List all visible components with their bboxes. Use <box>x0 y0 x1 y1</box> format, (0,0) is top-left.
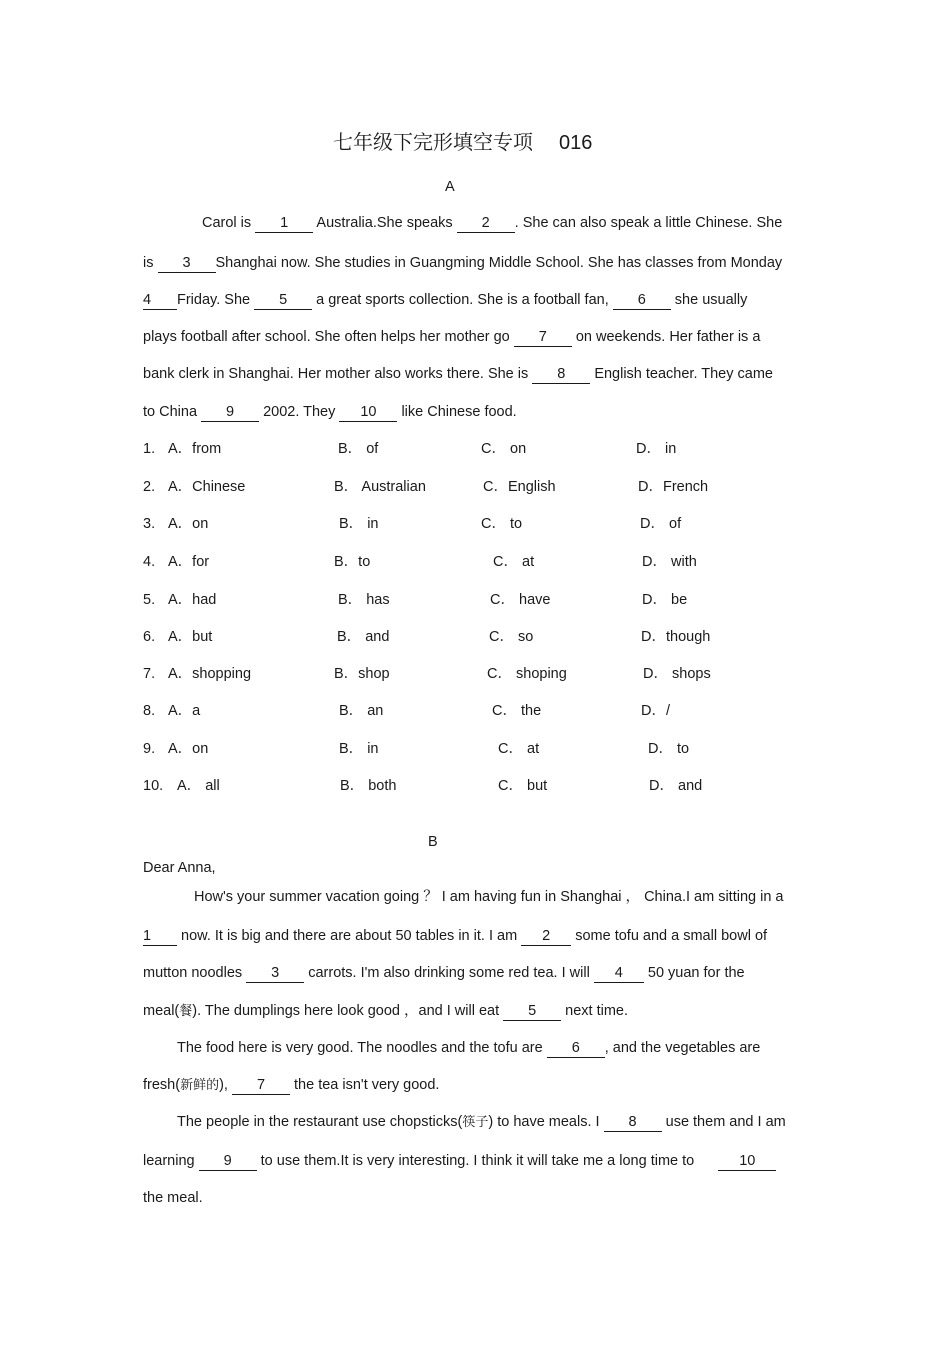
option-d[interactable]: D． be <box>642 592 688 608</box>
option-b[interactable]: B．shop <box>334 666 390 682</box>
option-a[interactable]: A． all <box>177 778 220 794</box>
option-a[interactable]: A．on <box>168 741 209 757</box>
question-number: 1. <box>143 441 156 457</box>
passage-a-line-4: plays football after school. She often helps her mother go 7 on weekends. Her father is a <box>143 329 761 345</box>
passage-b-line-5: The food here is very good. The noodles and the tofu are 6 , and the vegetables are <box>177 1040 761 1056</box>
letter-greeting: Dear Anna, <box>143 860 216 876</box>
passage-a-line-5: bank clerk in Shanghai. Her mother also works there. She is 8 English teacher. They came <box>143 366 773 382</box>
passage-a-line-6: to China 9 2002. They 10 like Chinese food. <box>143 404 517 420</box>
section-b-heading: B <box>428 834 438 850</box>
option-d[interactable]: D．though <box>641 629 711 645</box>
question-number: 9. <box>143 741 156 757</box>
option-c[interactable]: C． at <box>493 554 535 570</box>
option-c[interactable]: C． on <box>481 441 527 457</box>
option-d[interactable]: D． and <box>649 778 703 794</box>
option-c[interactable]: C． to <box>481 516 523 532</box>
option-c[interactable]: C． so <box>489 629 534 645</box>
option-b[interactable]: B． Australian <box>334 479 426 495</box>
blank-9[interactable]: 9 <box>199 1154 257 1171</box>
passage-a-line-2: is 3 Shanghai now. She studies in Guangming Middle School. She has classes from Monday <box>143 255 783 271</box>
option-c[interactable]: C． the <box>492 703 542 719</box>
blank-10[interactable]: 10 <box>339 405 397 422</box>
blank-6[interactable]: 6 <box>613 293 671 310</box>
passage-b-line-2: 1 now. It is big and there are about 50 tables in it. I am 2 some tofu and a small bowl of <box>143 928 768 944</box>
blank-6[interactable]: 6 <box>547 1041 605 1058</box>
option-d[interactable]: D． shops <box>643 666 711 682</box>
option-a[interactable]: A．for <box>168 554 210 570</box>
passage-a-line-3: 4 Friday. She 5 a great sports collection. She is a football fan, 6 she usually <box>143 292 748 308</box>
passage-b-line-3: mutton noodles 3 carrots. I'm also drinking some red tea. I will 4 50 yuan for the <box>143 965 745 981</box>
question-number: 2. <box>143 479 156 495</box>
option-b[interactable]: B． of <box>338 441 379 457</box>
blank-9[interactable]: 9 <box>201 405 259 422</box>
option-d[interactable]: D． of <box>640 516 682 532</box>
option-a[interactable]: A．from <box>168 441 222 457</box>
blank-7[interactable]: 7 <box>514 330 572 347</box>
question-number: 8. <box>143 703 156 719</box>
option-b[interactable]: B． has <box>338 592 390 608</box>
option-d[interactable]: D． in <box>636 441 677 457</box>
option-d[interactable]: D． to <box>648 741 690 757</box>
option-d[interactable]: D．/ <box>641 703 670 719</box>
option-c[interactable]: C． but <box>498 778 548 794</box>
option-c[interactable]: C． shoping <box>487 666 567 682</box>
blank-3[interactable]: 3 <box>246 966 304 983</box>
blank-2[interactable]: 2 <box>521 929 571 946</box>
question-number: 3. <box>143 516 156 532</box>
question-number: 7. <box>143 666 156 682</box>
passage-b-line-7: The people in the restaurant use chopsticks(筷子) to have meals. I 8 use them and I am <box>177 1114 786 1130</box>
option-b[interactable]: B． an <box>339 703 384 719</box>
option-d[interactable]: D．French <box>638 479 709 495</box>
blank-7[interactable]: 7 <box>232 1078 290 1095</box>
option-a[interactable]: A．a <box>168 703 201 719</box>
title-text: 七年级下完形填空专项 <box>333 130 533 154</box>
option-a[interactable]: A．but <box>168 629 213 645</box>
question-number: 10. <box>143 778 164 794</box>
blank-1[interactable]: 1 <box>143 929 177 946</box>
option-c[interactable]: C． at <box>498 741 540 757</box>
page-title <box>333 132 592 153</box>
blank-10[interactable]: 10 <box>718 1154 776 1171</box>
question-number: 6. <box>143 629 156 645</box>
option-a[interactable]: A．on <box>168 516 209 532</box>
passage-b-line-8: learning 9 to use them.It is very interesting. I think it will take me a long time to 10 <box>143 1154 776 1171</box>
passage-b-line-9: the meal. <box>143 1190 203 1206</box>
blank-5[interactable]: 5 <box>254 293 312 310</box>
passage-b-line-1: How's your summer vacation going ？ I am having fun in Shanghai ， China.I am sitting in a <box>194 889 784 905</box>
title-number: 016 <box>559 132 593 154</box>
passage-b-line-4: meal(餐). The dumplings here look good ，and I will eat 5 next time. <box>143 1003 629 1019</box>
passage-b-line-6: fresh(新鲜的), 7 the tea isn't very good. <box>143 1077 440 1093</box>
option-a[interactable]: A．Chinese <box>168 479 246 495</box>
passage-a-line-1: Carol is 1 Australia.She speaks 2 . She can also speak a little Chinese. She <box>202 215 783 231</box>
option-b[interactable]: B． in <box>339 516 379 532</box>
blank-8[interactable]: 8 <box>604 1115 662 1132</box>
option-a[interactable]: A．shopping <box>168 666 252 682</box>
question-number: 4. <box>143 554 156 570</box>
blank-3[interactable]: 3 <box>158 256 216 273</box>
blank-2[interactable]: 2 <box>457 216 515 233</box>
option-a[interactable]: A．had <box>168 592 217 608</box>
option-c[interactable]: C．English <box>483 479 556 495</box>
blank-8[interactable]: 8 <box>532 367 590 384</box>
section-a-heading: A <box>445 179 455 195</box>
option-b[interactable]: B． both <box>340 778 397 794</box>
option-d[interactable]: D． with <box>642 554 697 570</box>
blank-1[interactable]: 1 <box>255 216 313 233</box>
option-c[interactable]: C． have <box>490 592 551 608</box>
option-b[interactable]: B．to <box>334 554 371 570</box>
blank-4[interactable]: 4 <box>594 966 644 983</box>
option-b[interactable]: B． in <box>339 741 379 757</box>
blank-4[interactable]: 4 <box>143 293 177 310</box>
blank-5[interactable]: 5 <box>503 1004 561 1021</box>
option-b[interactable]: B． and <box>337 629 390 645</box>
question-number: 5. <box>143 592 156 608</box>
